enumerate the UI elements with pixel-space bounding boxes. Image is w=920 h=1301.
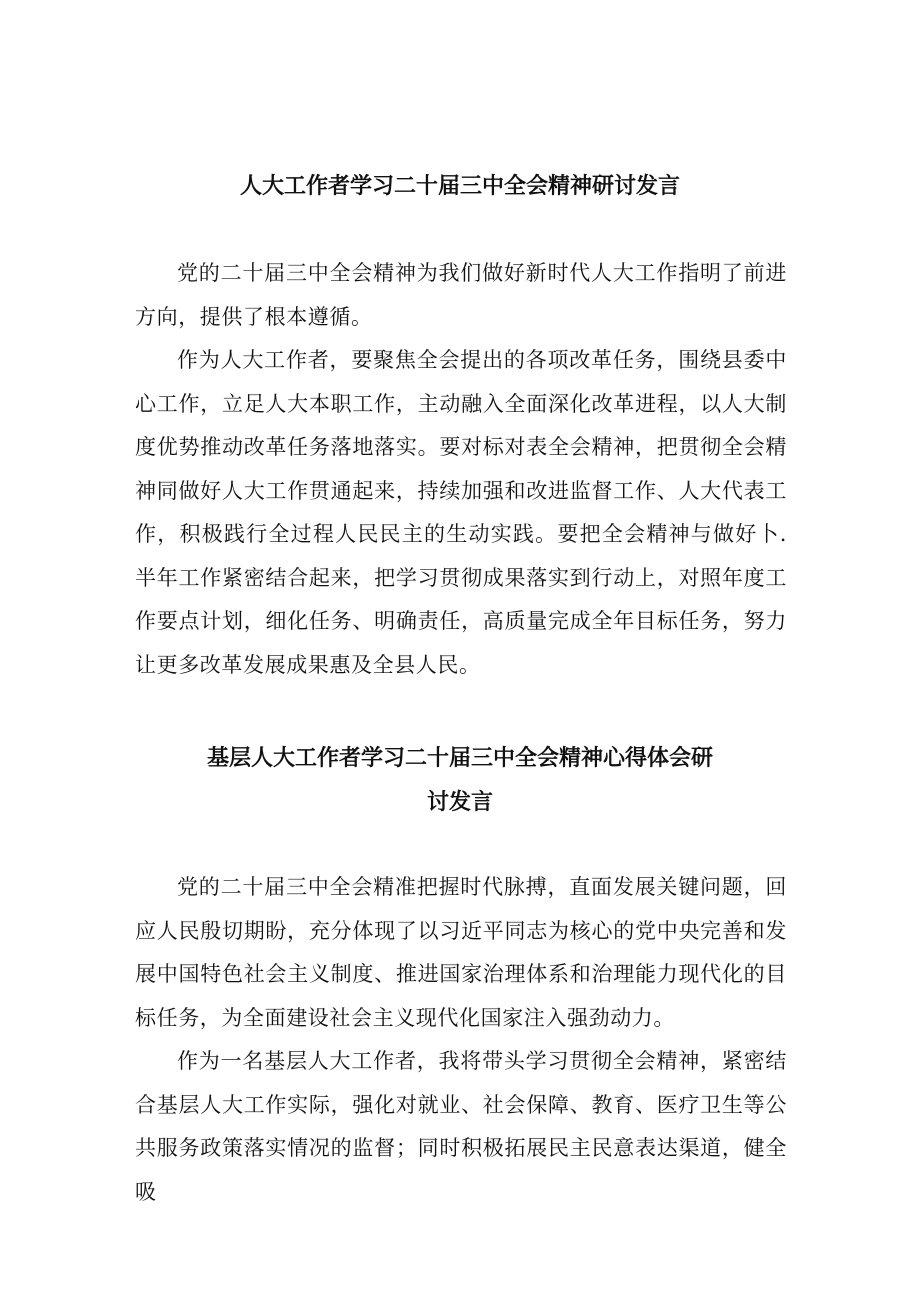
- paragraph: 党的二十届三中全会精准把握时代脉搏，直面发展关键问题，回应人民殷切期盼，充分体现了以习近平同志为核心的党中央完善和发展中国特色社会主义制度、推进国家治理体系和治理能力现代化的目标任务，为全面建设社会主义现代化国家注入强劲动力。: [135, 875, 787, 1030]
- paragraph: 作为人大工作者，要聚焦全会提出的各项改革任务，围绕县委中心工作，立足人大本职工作，主动融入全面深化改革进程，以人大制度优势推动改革任务落地落实。要对标对表全会精神，把贯彻全会精神同做好人大工作贯通起来，持续加强和改进监督工作、人大代表工作，积极践行全过程人民民主的生动实践。要把全会精神与做好卜.半年工作紧密结合起来，把学习贯彻成果落实到行动上，对照年度工作要点计划，细化任务、明确责任，高质量完成全年目标任务，努力让更多改革发展成果惠及全县人民。: [135, 348, 787, 677]
- paragraph: 作为一名基层人大工作者，我将带头学习贯彻全会精神，紧密结合基层人大工作实际，强化对就业、社会保障、教育、医疗卫生等公共服务政策落实情况的监督；同时积极拓展民主民意表达渠道，健全吸: [135, 1049, 787, 1204]
- section-2-body: [135, 866, 787, 1214]
- section-2-title-line-2: 讨发言: [426, 790, 493, 815]
- section-1-body: [135, 252, 787, 687]
- section-2-title-line-1: 基层人大工作者学习二十届三中全会精神心得体会研: [206, 746, 713, 771]
- section-1-title: 人大工作者学习二十届三中全会精神研讨发言: [239, 174, 680, 199]
- section-2-title: [135, 737, 785, 825]
- paragraph: 党的二十届三中全会精神为我们做好新时代人大工作指明了前进方向，提供了根本遵循。: [135, 261, 787, 329]
